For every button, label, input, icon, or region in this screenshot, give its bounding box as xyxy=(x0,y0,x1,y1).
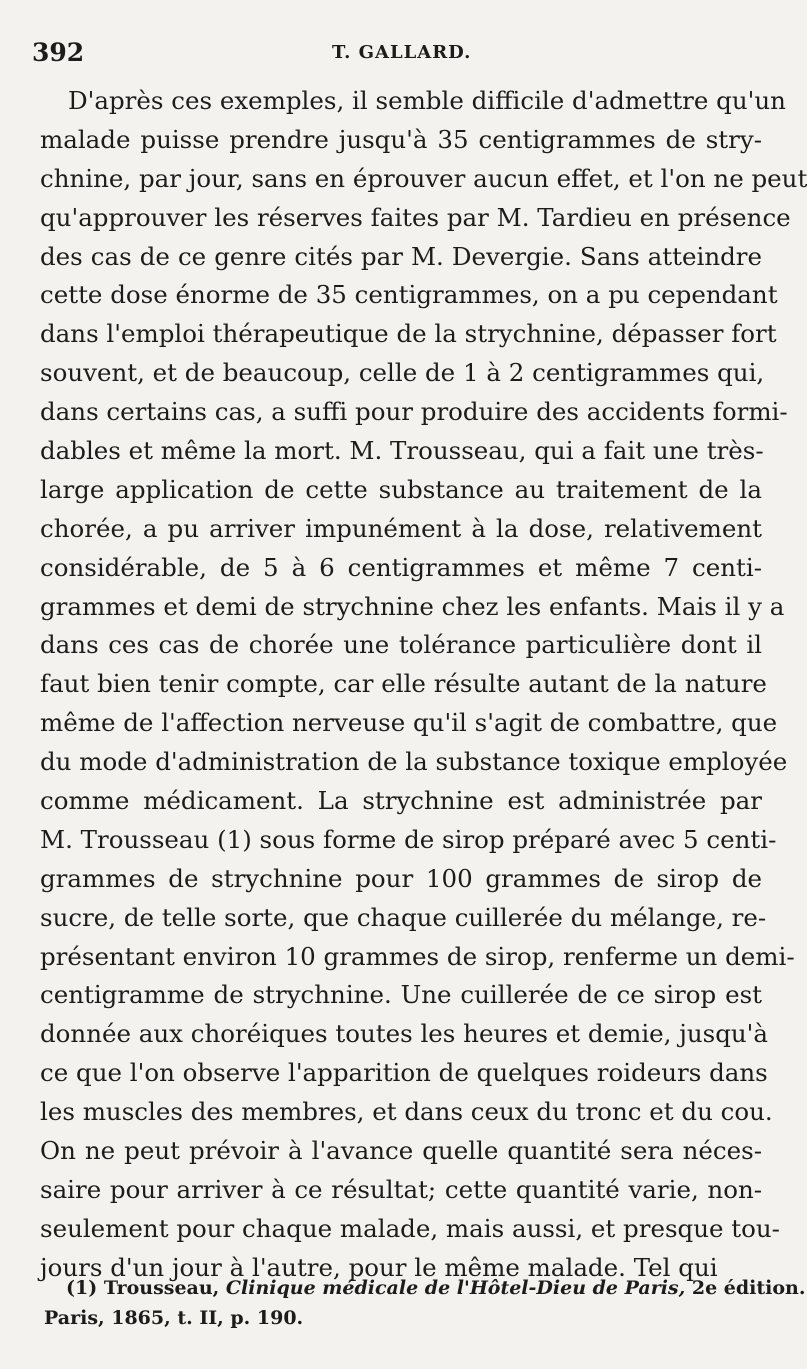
text-line: cette dose énorme de 35 centigrammes, on a pu cependant xyxy=(40,280,778,310)
text-line: ce que l'on observe l'apparition de quelques roideurs dans xyxy=(40,1058,768,1088)
text-line: qu'approuver les réserves faites par M. Tardieu en présence xyxy=(40,202,791,232)
text-line: dans ces cas de chorée une tolérance particulière dont il xyxy=(40,630,762,660)
text-line: saire pour arriver à ce résultat; cette quantité varie, non- xyxy=(40,1174,762,1204)
footnotes xyxy=(44,1273,806,1333)
text-line: grammes de strychnine pour 100 grammes de sirop de xyxy=(40,863,762,893)
text-line: des cas de ce genre cités par M. Devergie. Sans atteindre xyxy=(40,241,762,271)
text-line: dans l'emploi thérapeutique de la strychnine, dépasser fort xyxy=(40,319,777,349)
text-line: grammes et demi de strychnine chez les enfants. Mais il y a xyxy=(40,591,785,621)
text-line: même de l'affection nerveuse qu'il s'agit de combattre, que xyxy=(40,708,778,738)
text-line: large application de cette substance au traitement de la xyxy=(40,474,762,504)
footnote-edition: 2e édition. xyxy=(685,1277,806,1299)
text-line: du mode d'administration de la substance toxique employée xyxy=(40,747,788,777)
text-line: D'après ces exemples, il semble difficile d'admettre qu'un xyxy=(68,86,786,115)
text-line: comme médicament. La strychnine est administrée par xyxy=(40,786,762,816)
text-line: donnée aux choréiques toutes les heures et demie, jusqu'à xyxy=(40,1019,769,1049)
text-line: présentant environ 10 grammes de sirop, renferme un demi- xyxy=(40,941,795,971)
text-line: On ne peut prévoir à l'avance quelle quantité sera néces- xyxy=(40,1136,762,1166)
text-line: seulement pour chaque malade, mais aussi, et presque tou- xyxy=(40,1213,780,1243)
footnote-line: Paris, 1865, t. II, p. 190. xyxy=(44,1307,304,1329)
running-head: T. GALLARD. xyxy=(332,42,472,63)
text-line: sucre, de telle sorte, que chaque cuillerée du mélange, re- xyxy=(40,902,767,932)
text-line: les muscles des membres, et dans ceux du tronc et du cou. xyxy=(40,1097,773,1127)
text-line: souvent, et de beaucoup, celle de 1 à 2 centigrammes qui, xyxy=(40,358,765,388)
text-line: faut bien tenir compte, car elle résulte autant de la nature xyxy=(40,669,767,699)
text-line: chnine, par jour, sans en éprouver aucun effet, et l'on ne peut xyxy=(40,163,807,193)
page-number: 392 xyxy=(32,38,85,67)
text-line: M. Trousseau (1) sous forme de sirop préparé avec 5 centi- xyxy=(40,824,777,854)
page-header xyxy=(32,38,760,78)
text-line: jours d'un jour à l'autre, pour le même malade. Tel qui xyxy=(40,1252,718,1282)
text-line: dans certains cas, a suffi pour produire des accidents formi- xyxy=(40,397,788,427)
text-line: chorée, a pu arriver impunément à la dose, relativement xyxy=(40,513,762,543)
text-line: considérable, de 5 à 6 centigrammes et même 7 centi- xyxy=(40,552,762,582)
footnote-author: (1) Trousseau, xyxy=(66,1277,226,1299)
text-line: centigramme de strychnine. Une cuillerée de ce sirop est xyxy=(40,980,762,1010)
text-line: dables et même la mort. M. Trousseau, qui a fait une très- xyxy=(40,436,764,466)
footnote-line xyxy=(44,1273,806,1303)
text-line: malade puisse prendre jusqu'à 35 centigrammes de stry- xyxy=(40,124,762,154)
footnote-title: Clinique médicale de l'Hôtel-Dieu de Paris, xyxy=(225,1277,686,1299)
